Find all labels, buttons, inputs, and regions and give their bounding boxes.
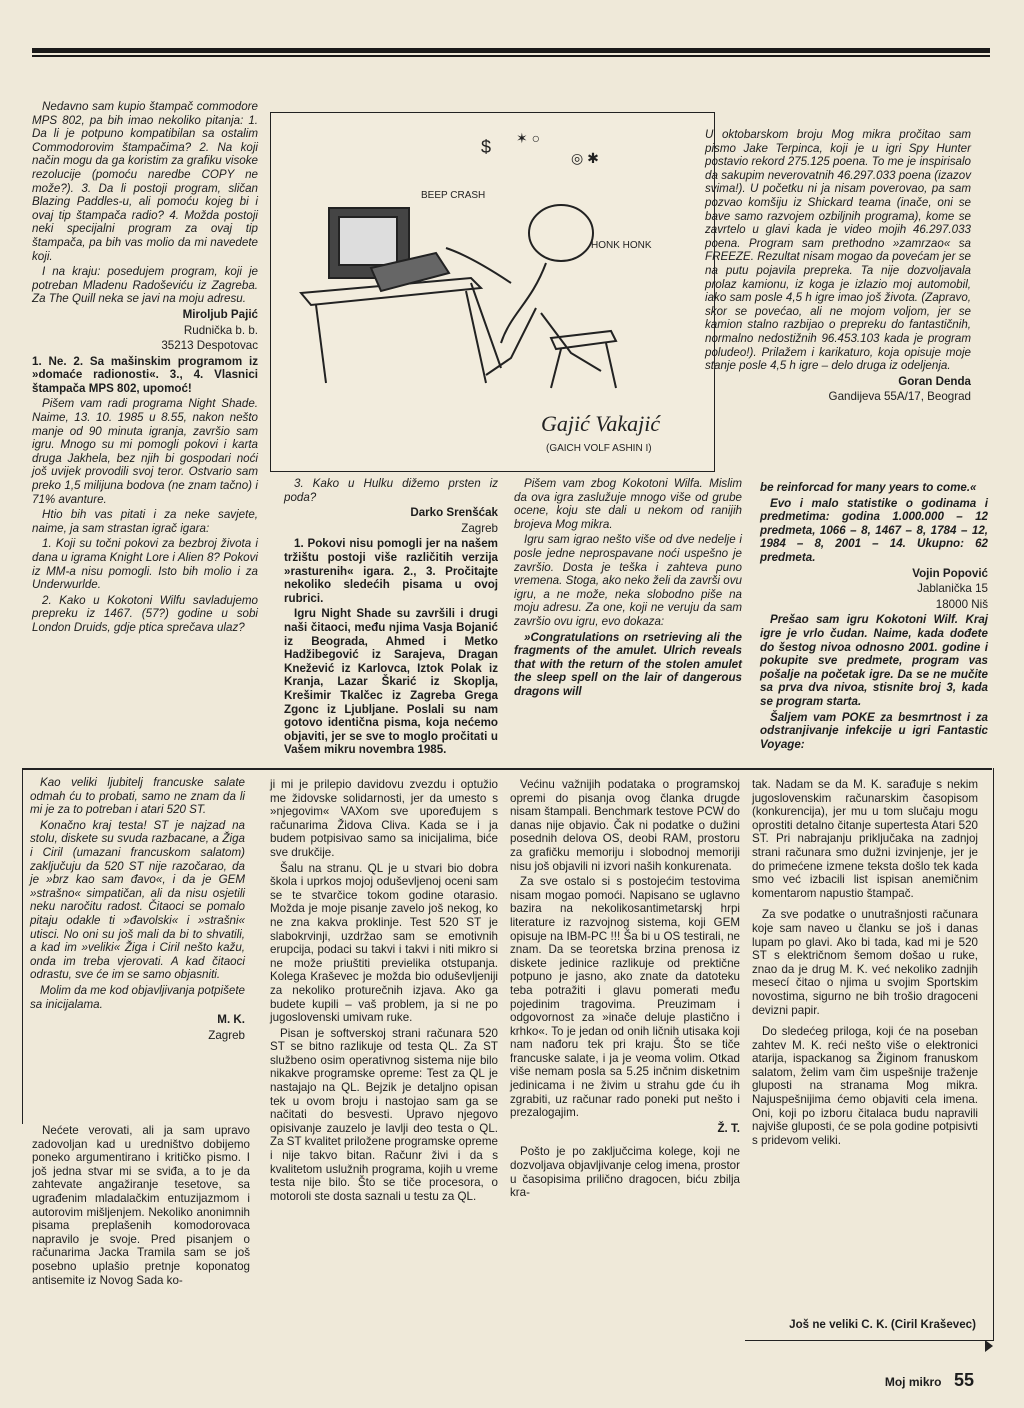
continue-arrow-icon [985, 1340, 993, 1352]
bottom-frame-top [22, 768, 992, 770]
reply-paragraph: tak. Nadam se da M. K. sarađuje s nekim jugoslovenskim računarskim časopisom (konkurencija), jer mu u tom slučaju mogu oprostiti detalno čitanje supertesta Atari 520 ST. Pri nabrajanju priključaka na zadnjoj strani računara smo dužni izvinjenje, jer je do primećene izmene teksta došlo tek kada smo već izbacili list ispisan anemičnim komentarom napustio štampač. [752, 778, 978, 900]
page-number: 55 [953, 1370, 974, 1390]
letter-paragraph: Šaljem vam POKE za besmrtnost i za odstranjivanje infekcije u igri Fantastic Voyage: [760, 710, 988, 751]
top-rule-thin [32, 55, 990, 57]
letter-paragraph: Igru sam igrao nešto više od dve nedelje i posle jedne neprospavane noći uspešno je završio. Dosta je teška i zahteva puno vremena. Stoga, ako neko želi da završi ovu igru, a ne može, neka slobodno piše na moju adresu. Za one, koji ne veruju da sam završio ovu igru, evo dokaza: [514, 533, 742, 628]
editor-answer: 1. Pokovi nisu pomogli jer na našem tržištu postoji više različitih verzija »rasturenih« igara. 2., 3. Pročitajte nekoliko sledećih pisama u ovoj rubrici. [284, 537, 498, 605]
reply-signature: Još ne veliki C. K. (Ciril Kraševec) [789, 1318, 976, 1331]
reply-paragraph: Do sledećeg priloga, koji će na poseban zahtev M. K. reći nešto više o elektronici atarija, ispackanog sa Žiginom franuskom salatom, želim vam čim uspešnije traženje gluposti na stranama Mog mikra. Najuspešnijima ćemo objaviti cela imena. Oni, koji po izboru čitalaca budu napravili najviše gluposti, će se pola godine potpisivti s pridevom veliki. [752, 1025, 978, 1147]
page-footer [885, 1370, 974, 1391]
cartoon-balloon: BEEP CRASH [421, 190, 486, 201]
top-column-1 [32, 100, 258, 637]
letter-signature: Miroljub Pajić [182, 307, 258, 321]
letter-paragraph: I na kraju: posedujem program, koji je potreban Mladenu Radoševiću iz Zagreba. Za The Quill neka se javi na moju adresu. [32, 265, 258, 306]
letter-paragraph: U oktobarskom broju Mog mikra pročitao sam pismo Jake Terpinca, koji je u igri Spy Hunter postavio rekord 275.125 poena. To me je inspirisalo da sakupim neverovatnih 46.297.033 poena (izazov svima!). U početku ni ja nisam poverovao, pa sam pozvao komšiju iz Shickard teama (inače, oni se bave samo razvojem ozbiljnih programa), kome se zavrtelo u glavi kada je video mojih 46.297.033 poena. Program sam prethodno »zamrzao« sa FREEZE. Rezultat nisam mogao da povećam jer se na putu pojavila prepreka. Ta nije dozvoljavala prolaz kamionu, iz koga je izlazio moj automobil, iako sam posle 4,5 h igre imao još života. (Zapravo, skor se povećao, ali ne mojom voljom, jer se kamion stalno razbijao o prepreku do fantastičnih, normalno nedostižnih 96.453.103 kada je program poludeo!). Prilažem i karikaturo, koja opisuje moje stanje posle 4,5 h igre – delo druga iz odeljenja. [705, 128, 971, 373]
letter-paragraph: Konačno kraj testa! ST je najzad na stolu, diskete su svuda razbacane, a Žiga i Ciril (umazani francuskom salatom) zaključuju da 520 ST nije razočarao, da je »brz kao sam đavo«, i da je GEM »strašno« simpatičan, ali da nisu osjetili neku naročitu radost. Čitaoci se pomalo pitaju odakle ti »đavolski« i »strašni« utisci. No oni su još mali da bi to shvatili, a kad im »veliki« Žiga i Ciril nešto kažu, onda im treba vjerovati. A kad čitaoci odrastu, sve će im se samo objasniti. [30, 818, 245, 982]
top-rule [32, 48, 990, 53]
reply-paragraph: Šalu na stranu. QL je u stvari bio dobra škola i uprkos mojoj oduševljenoj oceni sam se te stvarčice tokom godine otarasio. Možda je moje pisanje zavelo još nekog, ko ne zna kakva proklinje. Test 520 ST je slabokrvinji, uzdržao sam se emotivnih erupcija, podaci su takvi i takvi i niti mikro si ne može priuštiti previelika otstupanja. Kolega Kraševec je možda bio oduševljeniji za nekoliko proturečnih izjava. Ako ga budete kupili – vaš problem, ja si ne po jugoslovenski umivam ruke. [270, 861, 498, 1025]
magazine-name: Moj mikro [884, 1375, 942, 1389]
letter-paragraph: Molim da me kod objavljivanja potpišete sa inicijalama. [30, 983, 245, 1011]
letter-paragraph: Kao veliki ljubitelj francuske salate odmah ću to probati, samo ne znam da li mi je za to potreban i atari 520 ST. [30, 776, 245, 817]
editor-answer: 1. Ne. 2. Sa mašinskim programom iz »domaće radionosti«. 3., 4. Vlasnici štampača MPS 802, upomoć! [32, 354, 258, 395]
svg-text:✶ ○: ✶ ○ [516, 130, 541, 146]
reply-signature: Ž. T. [717, 1121, 740, 1135]
letter-address: 18000 Niš [935, 597, 988, 611]
reply-paragraph: Većinu važnijih podataka o programskoj opremi do pisanja ovog članka drugde nisam štampali. Benchmark testove PCW do danas nije objavio. Čak ni podatke o dužini posednih delova OS, deobi RAM, prostoru za grafičku memoriju i slobodnoj memoriji nisu još objavili ni izvori naših konkurenata. [510, 778, 740, 873]
top-column-4 [760, 481, 988, 753]
cartoon-illustration [270, 112, 715, 472]
right-letter [705, 128, 971, 406]
letter-paragraph: be reinforcad for many years to come.« [760, 481, 977, 494]
letter-address: Gandijeva 55A/17, Beograd [828, 390, 971, 404]
svg-text:$: $ [481, 137, 492, 157]
bottom-column-2 [270, 778, 498, 1205]
letter-paragraph: Prešao sam igru Kokotoni Wilf. Kraj igre je vrlo čudan. Naime, kada dođete do šestog nivoa odnosno 2001. godine i pokupite sve predmete, program vas pošalje na početak igre. Da se ne mučite sa prva dva nivoa, stisnite broj 3, kada se program starta. [760, 613, 988, 708]
letter-signature: M. K. [217, 1013, 245, 1027]
top-column-2 [284, 477, 498, 759]
reply-paragraph: Nećete verovati, ali ja sam upravo zadovoljan kad u uredništvo dobijemo poneko argumentirano i kritičko pismo. I još jedna stvar mi se sviđa, a to je da zahtevate angažiranje tesetove, sa ugrađenim mladalačkim entuzijazmom i autorovim mišljenjem. Nekoliko anonimnih pisama preplašenih komodorovaca napravilo je svoje. Pred pisanjem o računarima Jacka Tramila sam se još posebno uplašio pretnje koponatog antisemite iz Novog Sada ko- [32, 1124, 250, 1287]
cartoon-drawing [271, 113, 714, 471]
letter-address: Zagreb [208, 1028, 245, 1042]
reply-paragraph: Za sve ostalo si s postojećim testovima nisam mogao pomoći. Napisano se uglavno bazira na nekolikosantimetarskj hrpi literature iz razvojnog sistema, koji GEM opisuje na IBM-PC !!! Ša bi u OS testirali, ne znam. Da se teoretska brzina prenosa iz diskete jedinice razlikuje od prektične potpuno je jasno, ako znate da datoteku teba potražiti i glavu pomerati među pojedinim tragovima. Preuzimam i odgovornost za »inače deluje plastično i krhko«. To je jedan od onih ličnih utisaka koji nam nađoru tek pri kraju. Što se tiče francuske salate, i ja je veoma volim. Otkad više nemam posla sa 5.25 inčnim disketnim jedinicama i ne živim u strahu gde ću ih zgrabiti, uz računar rado poneki put nešto i prezalogajim. [510, 875, 740, 1120]
letter-paragraph: Nedavno sam kupio štampač commodore MPS 802, pa bih imao nekoliko pitanja: 1. Da li je potpuno kompatibilan sa ostalim Commodorovim štampačima? 2. Na koji način mogu da ga koristim za grafiku visoke rezolucije (pomoću naredbe COPY ne može?). 3. Da li postoji program, sličan Blazing Paddles-u, ali pomoću kojeg bi i ovaj tip štampača radio? 4. Možda postoji neki specijalni program za ovaj tip štampača, pa bih vas molio da mi navedete koji. [32, 100, 258, 263]
letter-paragraph: 1. Koji su točni pokovi za bezbroj života i dana u igrama Knight Lore i Alien 8? Pokovi iz MM-a nisu pomogli. Isto bih molio i za Underwurlde. [32, 537, 258, 592]
letter-paragraph: Pišem vam zbog Kokotoni Wilfa. Mislim da ova igra zaslužuje mnogo više od grube ocene, koju ste dali u nekom od ranijih brojeva Mog mikra. [514, 477, 742, 531]
reply-paragraph: Za sve podatke o unutrašnjosti računara koje sam naveo u članku se još i danas lupam po glavi. Ako bi tada, kad mi je 520 ST s električnom šemom došao u ruke, znao da je drug M. K. već nekoliko zadnjih mesecí čitao o njima u svojim Sportskim novostima, sigurno ne bih trošio dragoceni devizni papir. [752, 908, 978, 1017]
letter-address: 35213 Despotovac [161, 339, 258, 353]
reply-paragraph: ji mi je prilepio davidovu zvezdu i optužio me židovske solidarnosti, jer da umesto s »njegovim« VAXom sve upoređujem s računarima Židova Cliva. Kada se i ja budem potpisivao samo sa inicijalima, biće sve drukčije. [270, 778, 498, 859]
cartoon-balloon: HONK HONK [591, 240, 652, 251]
letter-signature: Goran Denda [898, 374, 971, 388]
letter-address: Zagreb [461, 521, 498, 535]
letter-address: Rudnička b. b. [183, 323, 258, 337]
editor-answer: Igru Night Shade su završili i drugi naši čitaoci, među njima Vasja Bojanić iz Beograda, Ahmed i Metko Hadžibegović iz Sarajeva, Dragan Knežević iz Karlovca, Iztok Polak iz Kranja, Lazar Škarić iz Skoplja, Krešimir Tkalčec iz Zagreba Grega Zgonc iz Ljubljane. Poslali su nam gotovo identična pisma, koja nećemo objaviti, jer se sve to moglo pročitati u Vašem mikru novembra 1985. [284, 607, 498, 757]
svg-text:◎ ✱: ◎ ✱ [571, 150, 599, 166]
bottom-column-3 [510, 778, 740, 1202]
reply-paragraph: Pošto je po zaključcima kolege, koji ne dozvoljava objavljivanje celog imena, prostor u časopisima prilično dragocen, biću zbilja kra- [510, 1145, 740, 1200]
cartoon-signature: Gajić Vakajić [541, 411, 661, 436]
letter-address: Jablanička 15 [917, 582, 988, 596]
bottom-column-1 [30, 776, 245, 1044]
letter-paragraph: Pišem vam radi programa Night Shade. Naime, 13. 10. 1985 u 8.55, nakon nešto manje od 90 minuta igranja, završio sam igru. Mnogo su mi pomogli pokovi i karta druga Jakhela, bez njih bi gospodari noći još uvijek provodili svoj teror. Ostvario sam preko 1,5 milijuna bodova (ne znam tačno) i 71% avanture. [32, 397, 258, 506]
letter-paragraph: Evo i malo statistike o godinama i predmetima: godina 1.000.000 – 12 predmeta, 1066 – 8, 1467 – 8, 1784 – 12, 1984 – 8, 2001 – 14. Ukupno: 62 predmeta. [760, 496, 988, 564]
letter-signature: Vojin Popović [912, 566, 988, 580]
bottom-column-4 [752, 778, 978, 1149]
letter-paragraph: »Congratulations on rsetrieving ali the fragments of the amulet. Ulrich reveals that with the return of the stolen amulet the sleep spell on the lair of dangerous dragons will [514, 630, 742, 698]
top-column-3 [514, 477, 742, 701]
letter-signature: Darko Srenšćak [410, 506, 498, 520]
reply-paragraph: Pisan je softverskoj strani računara 520 ST se bitno razlikuje od testa QL. Za ST službeno osim operativnog sistema nije bilo nikakve programske opreme: Test za QL je nastajajo na QL. Bejzik je detaljno opisan tek u ovom broju i nastojao sam ga se načitati do besvesti. Upravo njegovo opisivanje zauzelo je lavlji deo testa o QL. Za ST kvalitet priložene programske opreme i nije takvo bitan. Računr živi i da s kvalitetom uslužnih programa, kojih u vreme testa nije bilo. Što se tiče procesora, o motoroli ste dosta saznali u testu za QL. [270, 1026, 498, 1203]
cartoon-caption: (GAICH VOLF ASHIN I) [546, 443, 652, 454]
letter-paragraph: 2. Kako u Kokotoni Wilfu savladujemo prepreku iz 1467. (57?) godine u sobi London Druids, gdje ptica sprečava ulaz? [32, 593, 258, 634]
bottom-column-1b [32, 1124, 250, 1289]
letter-paragraph: 3. Kako u Hulku dižemo prsten iz poda? [284, 477, 498, 504]
letter-paragraph: Htio bih vas pitati i za neke savjete, naime, ja sam strastan igrač igara: [32, 508, 258, 535]
